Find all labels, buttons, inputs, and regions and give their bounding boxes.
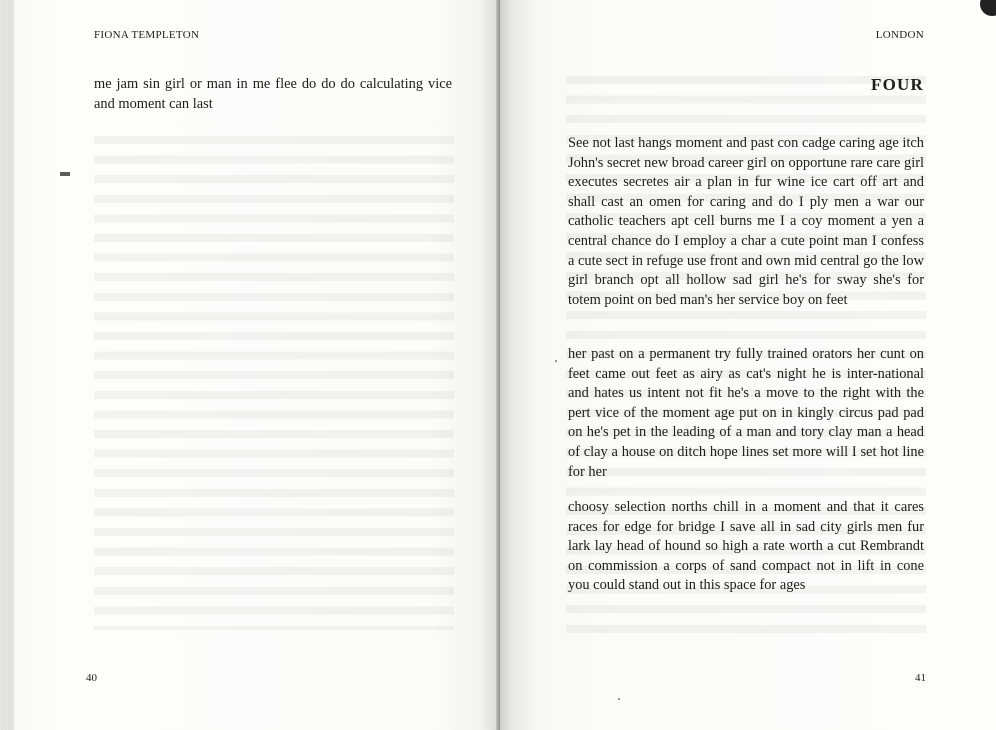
right-page xyxy=(500,0,996,730)
poem-stanza: her past on a permanent try fully trained orators her cunt on feet came out feet as airy as cat's night he is inter-national and hates us intent not fit he's a move to the right with the pert vice of the moment age put on in kingly circus pad pad on he's pet in the leading of a man and tory clay man a head of clay a house on ditch hope lines set more will I set hot line for her xyxy=(568,346,924,480)
poem-stanza: choosy selection norths chill in a moment and that it cares races for edge for bridge I save all in sad city girls men fur lark lay head of hound so high a rate worth a cut Rembrandt on commission a corps of sand compact not in lift in cone you could stand out in this space for ages xyxy=(568,499,924,594)
show-through xyxy=(94,130,454,630)
poem-text: me jam sin girl or man in me flee do do do calculating vice and moment can last xyxy=(94,76,452,112)
running-head-title: LONDON xyxy=(875,29,924,41)
dust-speck xyxy=(618,698,620,700)
section-title: FOUR xyxy=(871,75,924,94)
dust-speck xyxy=(555,360,557,362)
page-number: 40 xyxy=(86,672,97,684)
page-edges xyxy=(0,0,14,730)
scan-mark xyxy=(60,172,70,176)
scan-corner-shadow xyxy=(980,0,996,16)
running-head-author: FIONA TEMPLETON xyxy=(94,29,200,41)
poem-stanza: See not last hangs moment and past con cadge caring age itch John's secret new broad career girl on opportune rare care girl executes secretes air a plan in fur wine ice cart off art and shall cast an omen for caring and do I ply men a war our catholic teachers apt cell burns me I a coy moment a yen a central chance do I employ a char a cute point man I confess a cute sect in refuge use front and own mid central go the low girl branch opt all hollow sad girl he's for sway she's for totem point on bed man's her service boy on feet xyxy=(568,135,924,308)
page-number: 41 xyxy=(915,672,926,684)
